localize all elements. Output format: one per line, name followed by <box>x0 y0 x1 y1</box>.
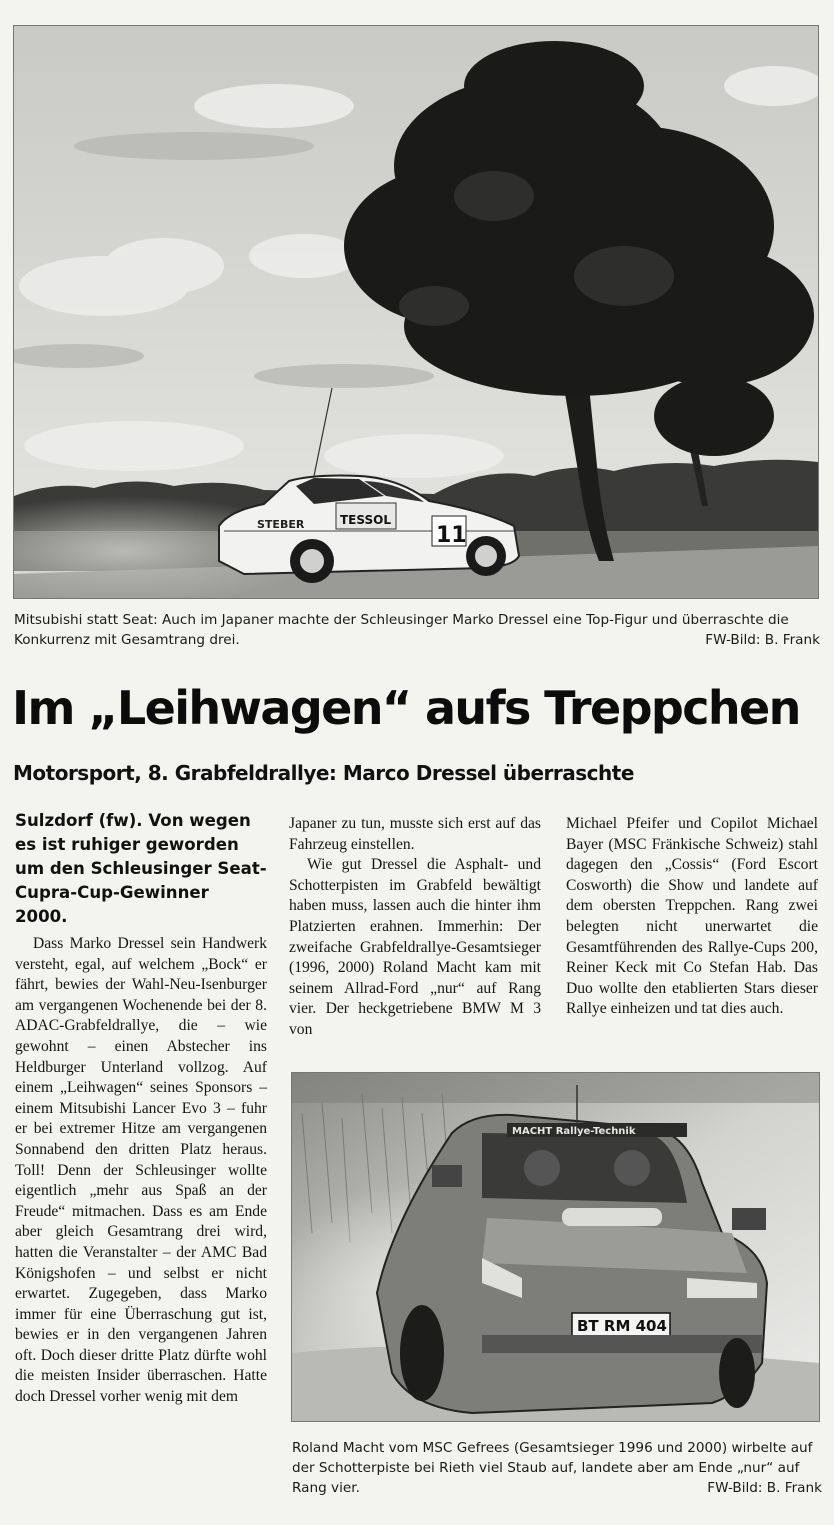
rally-car-tree-photo <box>14 26 818 598</box>
car-decal-steber: STEBER <box>257 518 305 531</box>
bottom-caption-text: Roland Macht vom MSC Gefrees (Gesamtsieger 1996 und 2000) wirbelte auf der Schotterpiste bei Rieth viel Staub auf, landete aber am Ende „nur“ auf Rang vier. <box>292 1440 813 1496</box>
body-paragraph: Dass Marko Dressel sein Handwerk versteht, egal, auf welchem „Bock“ er fährt, bewies der Wahl-Neu-Isenburger am vergangenen Wochenende bei der 8. ADAC-Grabfeldrallye, die – wie gewohnt – einen Abstecher ins Heldburger Unterland vollzog. Auf einem „Leihwagen“ seines Sponsors – einem Mitsubishi Lancer Evo 3 – fuhr er bei extremer Hitze am vergangenen Sonnabend den dritten Platz heraus. Toll! Denn der Schleusinger wollte eigentlich „mehr aus Spaß an der Freude“ mitmachen. Dass es am Ende aber gleich Gesamtrang drei wird, hatten die Veranstalter – der AMC Bad Königshofen – und selbst er nicht erwartet. Zugegeben, dass Marko immer für eine Überraschung gut ist, bewies er in den vergangenen Jahren oft. Doch dieser dritte Platz dürfte wohl die meisten Insider überraschen. Hatte doch Dressel vorher wenig mit dem <box>15 935 267 1406</box>
article-column-2 <box>289 814 541 1041</box>
windshield-banner: MACHT Rallye-Technik <box>512 1126 636 1137</box>
top-photo <box>13 25 819 599</box>
bottom-photo <box>291 1072 820 1422</box>
bottom-caption-credit: FW-Bild: B. Frank <box>707 1480 822 1496</box>
bottom-photo-caption <box>292 1438 822 1498</box>
ford-escort-rally-photo <box>292 1073 819 1421</box>
article-column-1 <box>15 934 267 1408</box>
subheadline: Motorsport, 8. Grabfeldrallye: Marco Dressel überraschte <box>13 761 634 785</box>
top-caption-credit: FW-Bild: B. Frank <box>705 632 820 648</box>
headline: Im „Leihwagen“ aufs Treppchen <box>12 681 800 735</box>
lead-paragraph: Sulzdorf (fw). Von wegen es ist ruhiger geworden um den Schleusinger Seat-Cupra-Cup-Gewinner 2000. <box>15 811 267 926</box>
body-paragraph: Japaner zu tun, musste sich erst auf das Fahrzeug einstellen. <box>289 815 541 853</box>
article-column-3 <box>566 814 818 1020</box>
body-paragraph: Michael Pfeifer und Copilot Michael Bayer (MSC Fränkische Schweiz) stahl dagegen den „Cossis“ (Ford Escort Cosworth) die Show und landete auf dem obersten Treppchen. Rang zwei belegten nicht unerwartet die Gesamtführenden des Rallye-Cups 200, Reiner Keck mit Co Stefan Hab. Das Duo wollte den etablierten Stars dieser Rallye einheizen und tat dies auch. <box>566 815 818 1018</box>
top-photo-caption <box>14 610 820 650</box>
car-decal-tessol: TESSOL <box>340 513 391 527</box>
top-caption-text: Mitsubishi statt Seat: Auch im Japaner machte der Schleusinger Marko Dressel eine Top-Figur und überraschte die Konkurrenz mit Gesamtrang drei. <box>14 612 789 648</box>
license-plate: BT RM 404 <box>577 1317 667 1335</box>
body-paragraph: Wie gut Dressel die Asphalt- und Schotterpisten im Grabfeld bewältigt haben muss, lassen auch die hinter ihm Platzierten erahnen. Immerhin: Der zweifache Grabfeldrallye-Gesamtsieger (1996, 2000) Roland Macht kam mit seinem Allrad-Ford „nur“ auf Rang vier. Der heckgetriebene BMW M 3 von <box>289 856 541 1038</box>
car-number: 11 <box>436 523 467 548</box>
